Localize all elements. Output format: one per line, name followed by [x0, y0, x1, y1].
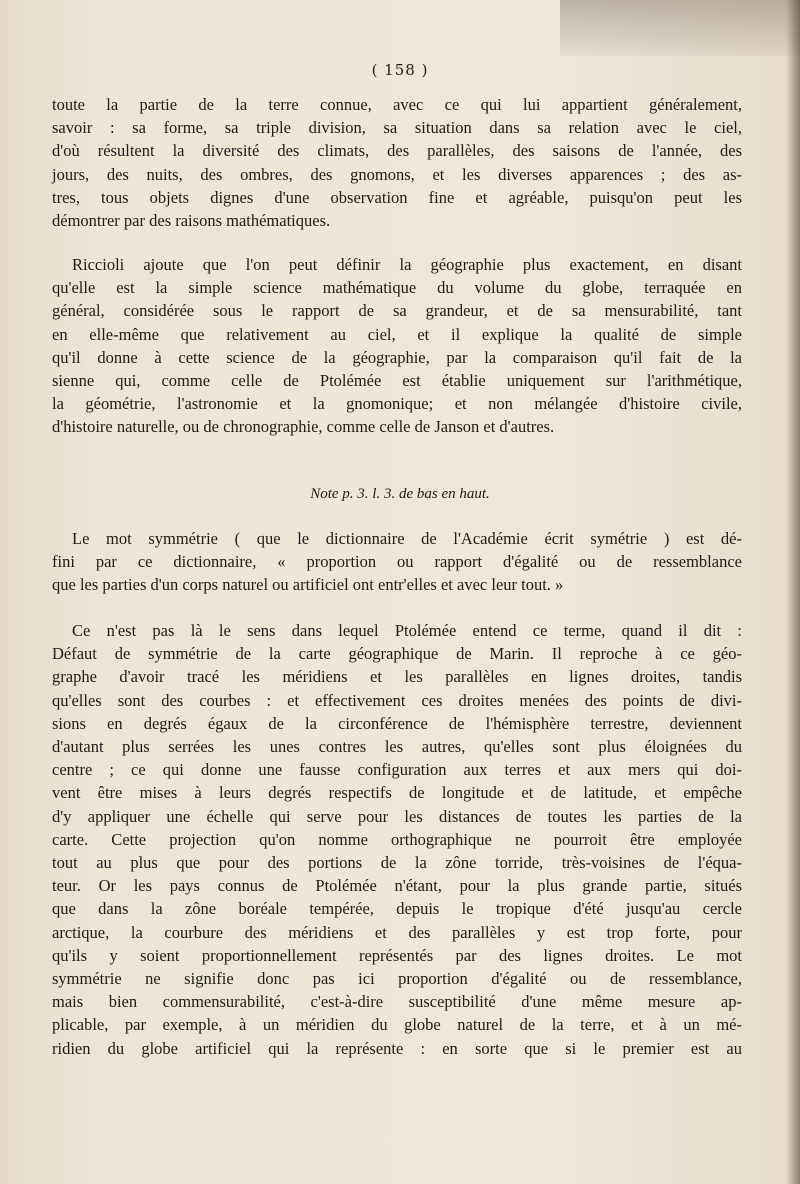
text-line: centre ; ce qui donne une fausse configuration aux terres et aux mers qui doi- — [52, 760, 742, 780]
text-line: symmétrie ne signifie donc pas ici proportion d'égalité ou de ressemblance, — [52, 969, 742, 989]
page-edge — [786, 0, 800, 1184]
text-line: graphe d'avoir tracé les méridiens et les parallèles en lignes droites, tandis — [52, 667, 742, 687]
text-line: jours, des nuits, des ombres, des gnomons, et les diverses apparences ; des as- — [52, 164, 742, 184]
text-line: général, considérée sous le rapport de sa grandeur, et de sa mensurabilité, tant — [52, 301, 742, 321]
text-line: Ce n'est pas là le sens dans lequel Ptolémée entend ce terme, quand il dit : — [72, 621, 742, 640]
text-line: Le mot symmétrie ( que le dictionnaire de l'Académie écrit symétrie ) est dé- — [72, 529, 742, 548]
text-line: qu'elles sont des courbes : et effectivement ces droites menées des points de divi- — [52, 690, 742, 710]
text-line: tres, tous objets dignes d'une observation fine et agréable, puisqu'on peut les — [52, 187, 742, 207]
paragraph-2 — [52, 253, 742, 439]
text-line: que dans la zône boréale tempérée, depuis le tropique d'été jusqu'au cercle — [52, 899, 742, 919]
text-line: d'y appliquer une échelle qui serve pour les distances de toutes les parties de la — [52, 806, 742, 826]
text-line: qu'elle est la simple science mathématique du volume du globe, terraquée en — [52, 278, 742, 298]
text-line: Défaut de symmétrie de la carte géographique de Marin. Il reproche à ce géo- — [52, 644, 742, 664]
paragraph-1 — [52, 93, 742, 232]
text-line: arctique, la courbure des méridiens et des parallèles y est trop forte, pour — [52, 922, 742, 942]
text-line: d'histoire naturelle, ou de chronographie, comme celle de Janson et d'autres. — [52, 417, 555, 437]
paragraph-4 — [52, 619, 742, 1060]
text-line: en elle-même que relativement au ciel, et il explique la qualité de simple — [52, 324, 742, 344]
text-line: fini par ce dictionnaire, « proportion ou rapport d'égalité ou de ressemblance — [52, 552, 742, 572]
text-line: que les parties d'un corps naturel ou artificiel ont entr'elles et avec leur tout. » — [52, 575, 564, 595]
paragraph-3 — [52, 527, 742, 597]
text-line: sienne qui, comme celle de Ptolémée est établie uniquement sur l'arithmétique, — [52, 371, 742, 391]
text-line: carte. Cette projection qu'on nomme orthographique ne pourroit être employée — [52, 829, 742, 849]
text-line: toute la partie de la terre connue, avec ce qui lui appartient généralement, — [52, 95, 742, 114]
text-line: teur. Or les pays connus de Ptolémée n'étant, pour la plus grande partie, situés — [52, 876, 742, 896]
note-heading: Note p. 3. l. 3. de bas en haut. — [310, 486, 490, 502]
text-line: d'autant plus serrées les unes contres les autres, qu'elles sont plus éloignées du — [52, 737, 742, 757]
page-shadow — [560, 0, 800, 56]
text-line: vent être mises à leurs degrés respectifs de longitude et de latitude, et empêche — [52, 783, 742, 803]
page-number-header: ( 158 ) — [371, 61, 429, 79]
text-line: tout au plus que pour des portions de la zône torride, très-voisines de l'équa- — [52, 853, 742, 873]
text-line: qu'ils y soient proportionnellement représentés par des lignes droites. Le mot — [52, 945, 742, 965]
text-line: démontrer par des raisons mathématiques. — [52, 211, 331, 231]
text-line: sions en degrés égaux de la circonférence de l'hémisphère terrestre, deviennent — [52, 713, 742, 733]
text-line: mais bien commensurabilité, c'est-à-dire susceptibilité d'une même mesure ap- — [52, 992, 742, 1012]
text-line: savoir : sa forme, sa triple division, sa situation dans sa relation avec le ciel, — [52, 118, 742, 138]
text-line: plicable, par exemple, à un méridien du globe naturel de la terre, et à un mé- — [52, 1015, 742, 1035]
text-line: Riccioli ajoute que l'on peut définir la géographie plus exactement, en disant — [72, 255, 742, 274]
text-line: qu'il donne à cette science de la géographie, par la comparaison qu'il fait de la — [52, 347, 742, 367]
text-line: ridien du globe artificiel qui la représente : en sorte que si le premier est au — [52, 1038, 742, 1058]
text-line: la géométrie, l'astronomie et la gnomonique; et non mélangée d'histoire civile, — [52, 394, 742, 414]
text-line: d'où résultent la diversité des climats, des parallèles, des saisons de l'année, des — [52, 141, 742, 161]
